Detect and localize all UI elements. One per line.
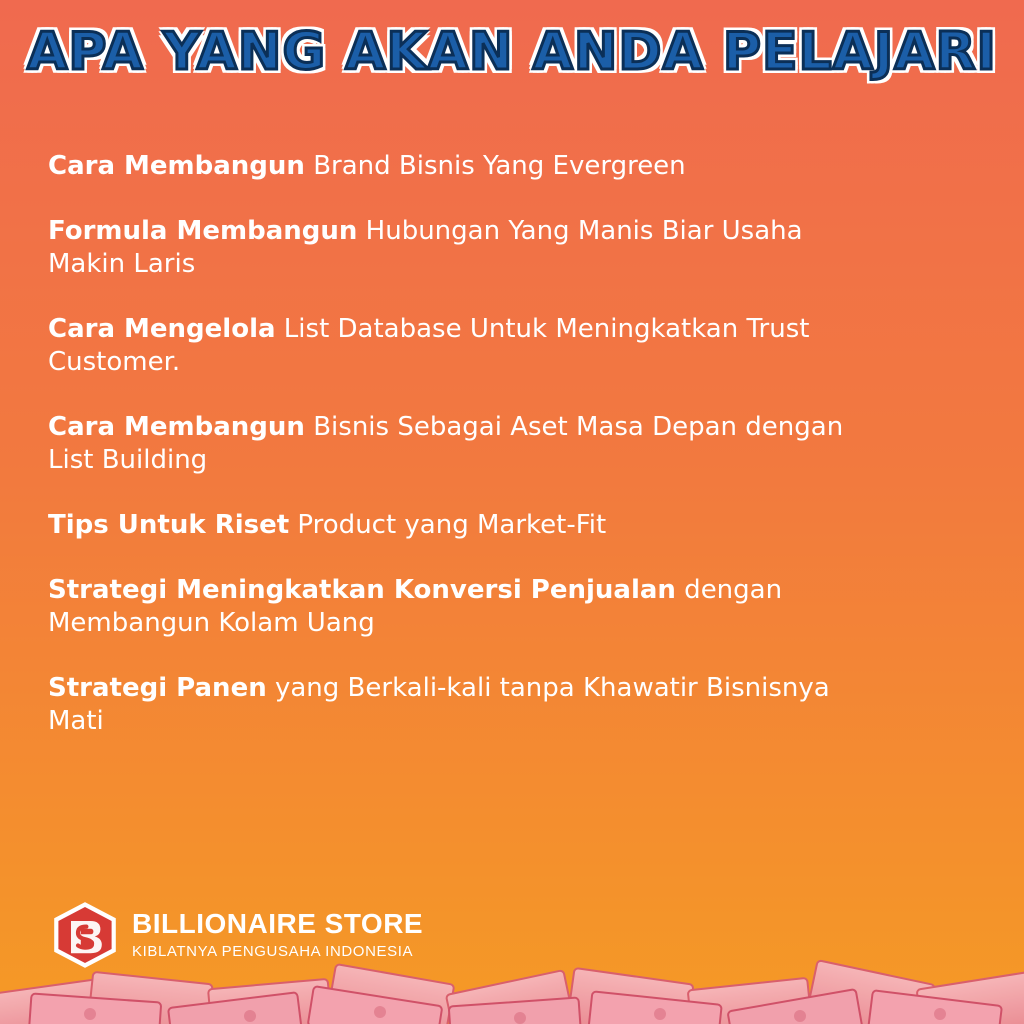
list-item-bold: Strategi Meningkatkan Konversi Penjualan (48, 575, 676, 605)
list-item (48, 313, 868, 379)
brand-tagline: KIBLATNYA PENGUSAHA INDONESIA (132, 943, 414, 960)
list-item (48, 574, 868, 640)
list-item (48, 150, 868, 183)
list-item-bold: Formula Membangun (48, 216, 358, 246)
page-title: APA YANG AKAN ANDA PELAJARI (27, 22, 997, 82)
list-item (48, 509, 868, 542)
list-item-text: Hubungan Yang Manis Biar Usaha Makin Laris (48, 216, 803, 279)
list-item-text: Brand Bisnis Yang Evergreen (304, 151, 686, 181)
list-item-bold: Cara Membangun (48, 151, 305, 181)
list-item-bold: Cara Membangun (48, 412, 305, 442)
list-item-text: yang Berkali-kali tanpa Khawatir Bisnisnya Mati (48, 673, 830, 736)
list-item (48, 672, 868, 738)
brand-name: BILLIONAIRE STORE (132, 908, 424, 939)
list-item-text: dengan Membangun Kolam Uang (48, 575, 783, 638)
list-item-text: Product yang Market-Fit (289, 510, 607, 540)
list-item (48, 411, 868, 477)
money-pile-icon (0, 954, 1024, 1024)
list-item (48, 215, 868, 281)
list-item-bold: Tips Untuk Riset (48, 510, 290, 540)
list-item-text: Bisnis Sebagai Aset Masa Depan dengan List Building (48, 412, 844, 475)
list-item-bold: Cara Mengelola (48, 314, 276, 344)
list-item-text: List Database Untuk Meningkatkan Trust Customer. (48, 314, 810, 377)
learning-list (48, 150, 868, 770)
list-item-bold: Strategi Panen (48, 673, 267, 703)
